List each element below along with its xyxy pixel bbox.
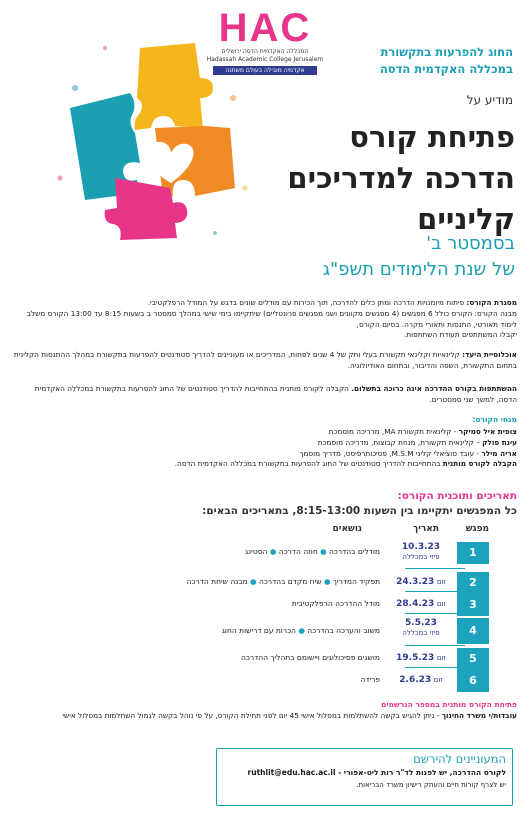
session-number: 6 — [457, 670, 489, 692]
cost-text: הקבלה לקורס מותנית בהתחייבות להדריך סטודנטים של החוג להפרעות בתקשורת במכללה האקדמית הדסה, למשך שני סמסטרים. — [34, 384, 517, 404]
enrollment-note — [12, 711, 517, 722]
date-value: 2.6.23 — [399, 675, 432, 685]
audience-label: אוכלוסיית היעד: — [462, 350, 517, 359]
leader-name: צופית איל סמיקר — [458, 427, 517, 436]
date-location: זום — [436, 578, 446, 586]
date-value: 19.5.23 — [396, 653, 435, 663]
schedule-subheading: כל המפגשים יתקיימו בין השעות 8:15-13:00, בתאריכים הבאים: — [202, 505, 517, 517]
date-location: זום — [436, 654, 446, 662]
semester-line: בסמסטר ב' — [426, 233, 515, 254]
leaders-heading: מנחי הקורס: — [472, 415, 517, 424]
course-structure: מבנה הקורס: הקורס כולל 6 מפגשים (4 מפגשים מקוונים ושני מפגשים פרונטליים) שיתקיימו בימי שישי במהלך סמסטר ב בשעות 8:15 עד 13:00 הקורס משלב לימוד תאורטי, התנסות ותאורי מקרה. בסיום הקורס, — [26, 308, 517, 329]
page-title — [230, 117, 515, 240]
registration-heading: המעוניינים להירשם — [413, 752, 506, 766]
cost-label: ההשתתפות בקורס ההדרכה אינה כרוכה בתשלום. — [351, 384, 517, 393]
row-divider — [405, 667, 465, 668]
row-divider — [405, 645, 465, 646]
topic-bullet: ● — [321, 577, 333, 586]
session-date — [391, 618, 451, 638]
col-session: מפגש — [465, 524, 489, 534]
date-location: זום — [433, 676, 443, 684]
session-topics: מודל ההדרכה הרפלקטיבית — [291, 599, 380, 608]
logo-mark-text: HAC — [218, 6, 312, 50]
date-value: 24.3.23 — [396, 577, 435, 587]
leader-name: אריה מילר — [481, 448, 517, 458]
topic-bullet: ● — [247, 577, 259, 586]
title-line: קליניים — [417, 202, 515, 236]
session-date — [391, 675, 451, 685]
leader-item — [12, 438, 517, 449]
row-divider — [405, 613, 465, 614]
acceptance-label: הקבלה לקורס מותנית — [442, 459, 517, 469]
session-topics: משוב והערכה בהדרכה ● הכרות עם דרישות החוג — [221, 626, 380, 635]
date-location: פיזי במכללה — [402, 629, 440, 637]
session-date — [391, 599, 451, 609]
date-location: פיזי במכללה — [402, 553, 440, 561]
date-value: 10.3.23 — [401, 542, 441, 552]
leader-item — [12, 427, 517, 438]
date-location: זום — [436, 600, 446, 608]
acceptance-note — [12, 459, 517, 470]
schedule-column-headers — [12, 524, 517, 538]
logo-english-name: Hadassah Academic College Jerusalem — [206, 56, 324, 63]
course-frame — [12, 298, 517, 341]
department-line: במכללה האקדמית הדסה — [379, 62, 513, 76]
topic-bullet: ● — [267, 547, 279, 556]
semester-line: של שנת הלימודים תשפ"ג — [322, 259, 515, 280]
session-date — [391, 577, 451, 587]
registration-box — [216, 748, 513, 806]
row-divider — [405, 591, 465, 592]
target-audience — [12, 350, 517, 372]
schedule-row — [15, 618, 515, 644]
registration-contact[interactable]: לקורס ההדרכה, יש לפנות לד"ר רות ליט-אפורי - ruthlit@edu.hac.ac.il — [247, 768, 506, 777]
department-name — [330, 44, 513, 78]
title-line: הדרכה למדריכים — [287, 161, 515, 195]
col-date: תאריך — [413, 524, 439, 534]
date-value: 5.5.23 — [405, 618, 437, 628]
leader-item — [12, 449, 517, 460]
session-number: 1 — [457, 542, 489, 564]
session-topics: תפקיד המדריך ● שיח מקדם בהדרכה ● מבנה שיחת הדרכה — [186, 577, 380, 586]
session-topics: מושגים פסיכולוגים ויישומם בתהליך ההדרכה — [241, 653, 380, 662]
title-line: פתיחת קורס — [349, 120, 515, 154]
session-topics: פרידה — [360, 675, 380, 684]
leader-desc: – קלינאית תקשורת, מנחת קבוצות, מדריכה מוסמכת — [317, 437, 483, 447]
schedule-row — [15, 670, 515, 692]
logo-tagline: אקדמיה מובילה בעולם משתנה — [213, 66, 317, 75]
col-topics: נושאים — [332, 524, 362, 534]
footnote-label: עובדות/י משרד החינוך — [441, 711, 517, 720]
session-number: 5 — [457, 648, 489, 670]
session-date — [391, 542, 451, 562]
footnote-text: - ניתן להגיש בקשה להשתלמות במסלול אישי 45 יום לפני תחילת הקורס, על פי נוהל בקשה לגמול השתלמות במסלול אישי — [62, 711, 442, 720]
course-certificate: יקבלו המשתתפים תעודת השתתפות. — [404, 330, 517, 340]
department-line: החוג להפרעות בתקשורת — [380, 45, 513, 59]
leader-desc: - קלינאית תקשורת MA, מדריכה מוסמכת — [328, 427, 459, 436]
course-frame-label: מסגרת הקורס: — [466, 298, 517, 307]
schedule-heading: תאריכים ותוכנית הקורס: — [397, 490, 517, 502]
session-topics: מודלים בהדרכה ● חוזה הדרכה ● הסטינג — [245, 547, 380, 556]
date-value: 28.4.23 — [396, 599, 435, 609]
puzzle-piece-pink — [105, 178, 188, 240]
semester-info — [230, 231, 515, 283]
leaders-list — [12, 427, 517, 470]
session-number: 3 — [457, 594, 489, 616]
announcer: מודיע על — [466, 93, 513, 107]
session-number: 4 — [457, 618, 489, 644]
row-divider — [405, 568, 465, 569]
logo-hebrew-name: המכללה האקדמית הדסה ירושלים — [221, 48, 309, 55]
cost-info — [12, 384, 517, 406]
topic-bullet: ● — [295, 626, 308, 635]
acceptance-text: בהתחייבות להדריך סטודנטים של החוג להפרעות בתקשורת במכללה האקדמית הדסה. — [174, 459, 443, 469]
leader-name: עינת פולק — [482, 437, 517, 447]
course-frame-text: פיתוח מיומנויות הדרכה ומתן כלים להדרכה, תוך הכירות עם מודלים שונים בדגש על המודל הרפלקטיבי. — [147, 298, 465, 307]
registration-requirements: יש לצרף קורות חיים והעתק רישיון משרד הבריאות. — [356, 781, 506, 789]
enrollment-note-heading: פתיחת הקורס מותנית במספר הנרשמים — [381, 700, 517, 709]
leader-desc: - עובד סוציאלי קליני M.S.M, פסיכותרפיסט, מדריך מוסמך — [299, 448, 482, 458]
topic-bullet: ● — [317, 547, 330, 556]
puzzle-heart-illustration — [45, 28, 255, 248]
puzzle-piece-yellow — [135, 43, 213, 130]
audience-text: קלינאיות וקלינאי תקשורת בעלי ותק של 4 שנים לפחות, המדריכים או מעוניינים להדריך סטודנטים להפרעות בתקשורת במהלך ההתנסות הקלינית בתחום התקשורת, השפה והדיבור, ובתחום האודיולוגיה. — [13, 350, 517, 370]
session-number: 2 — [457, 572, 489, 594]
session-date — [391, 653, 451, 663]
schedule-row — [15, 542, 515, 564]
